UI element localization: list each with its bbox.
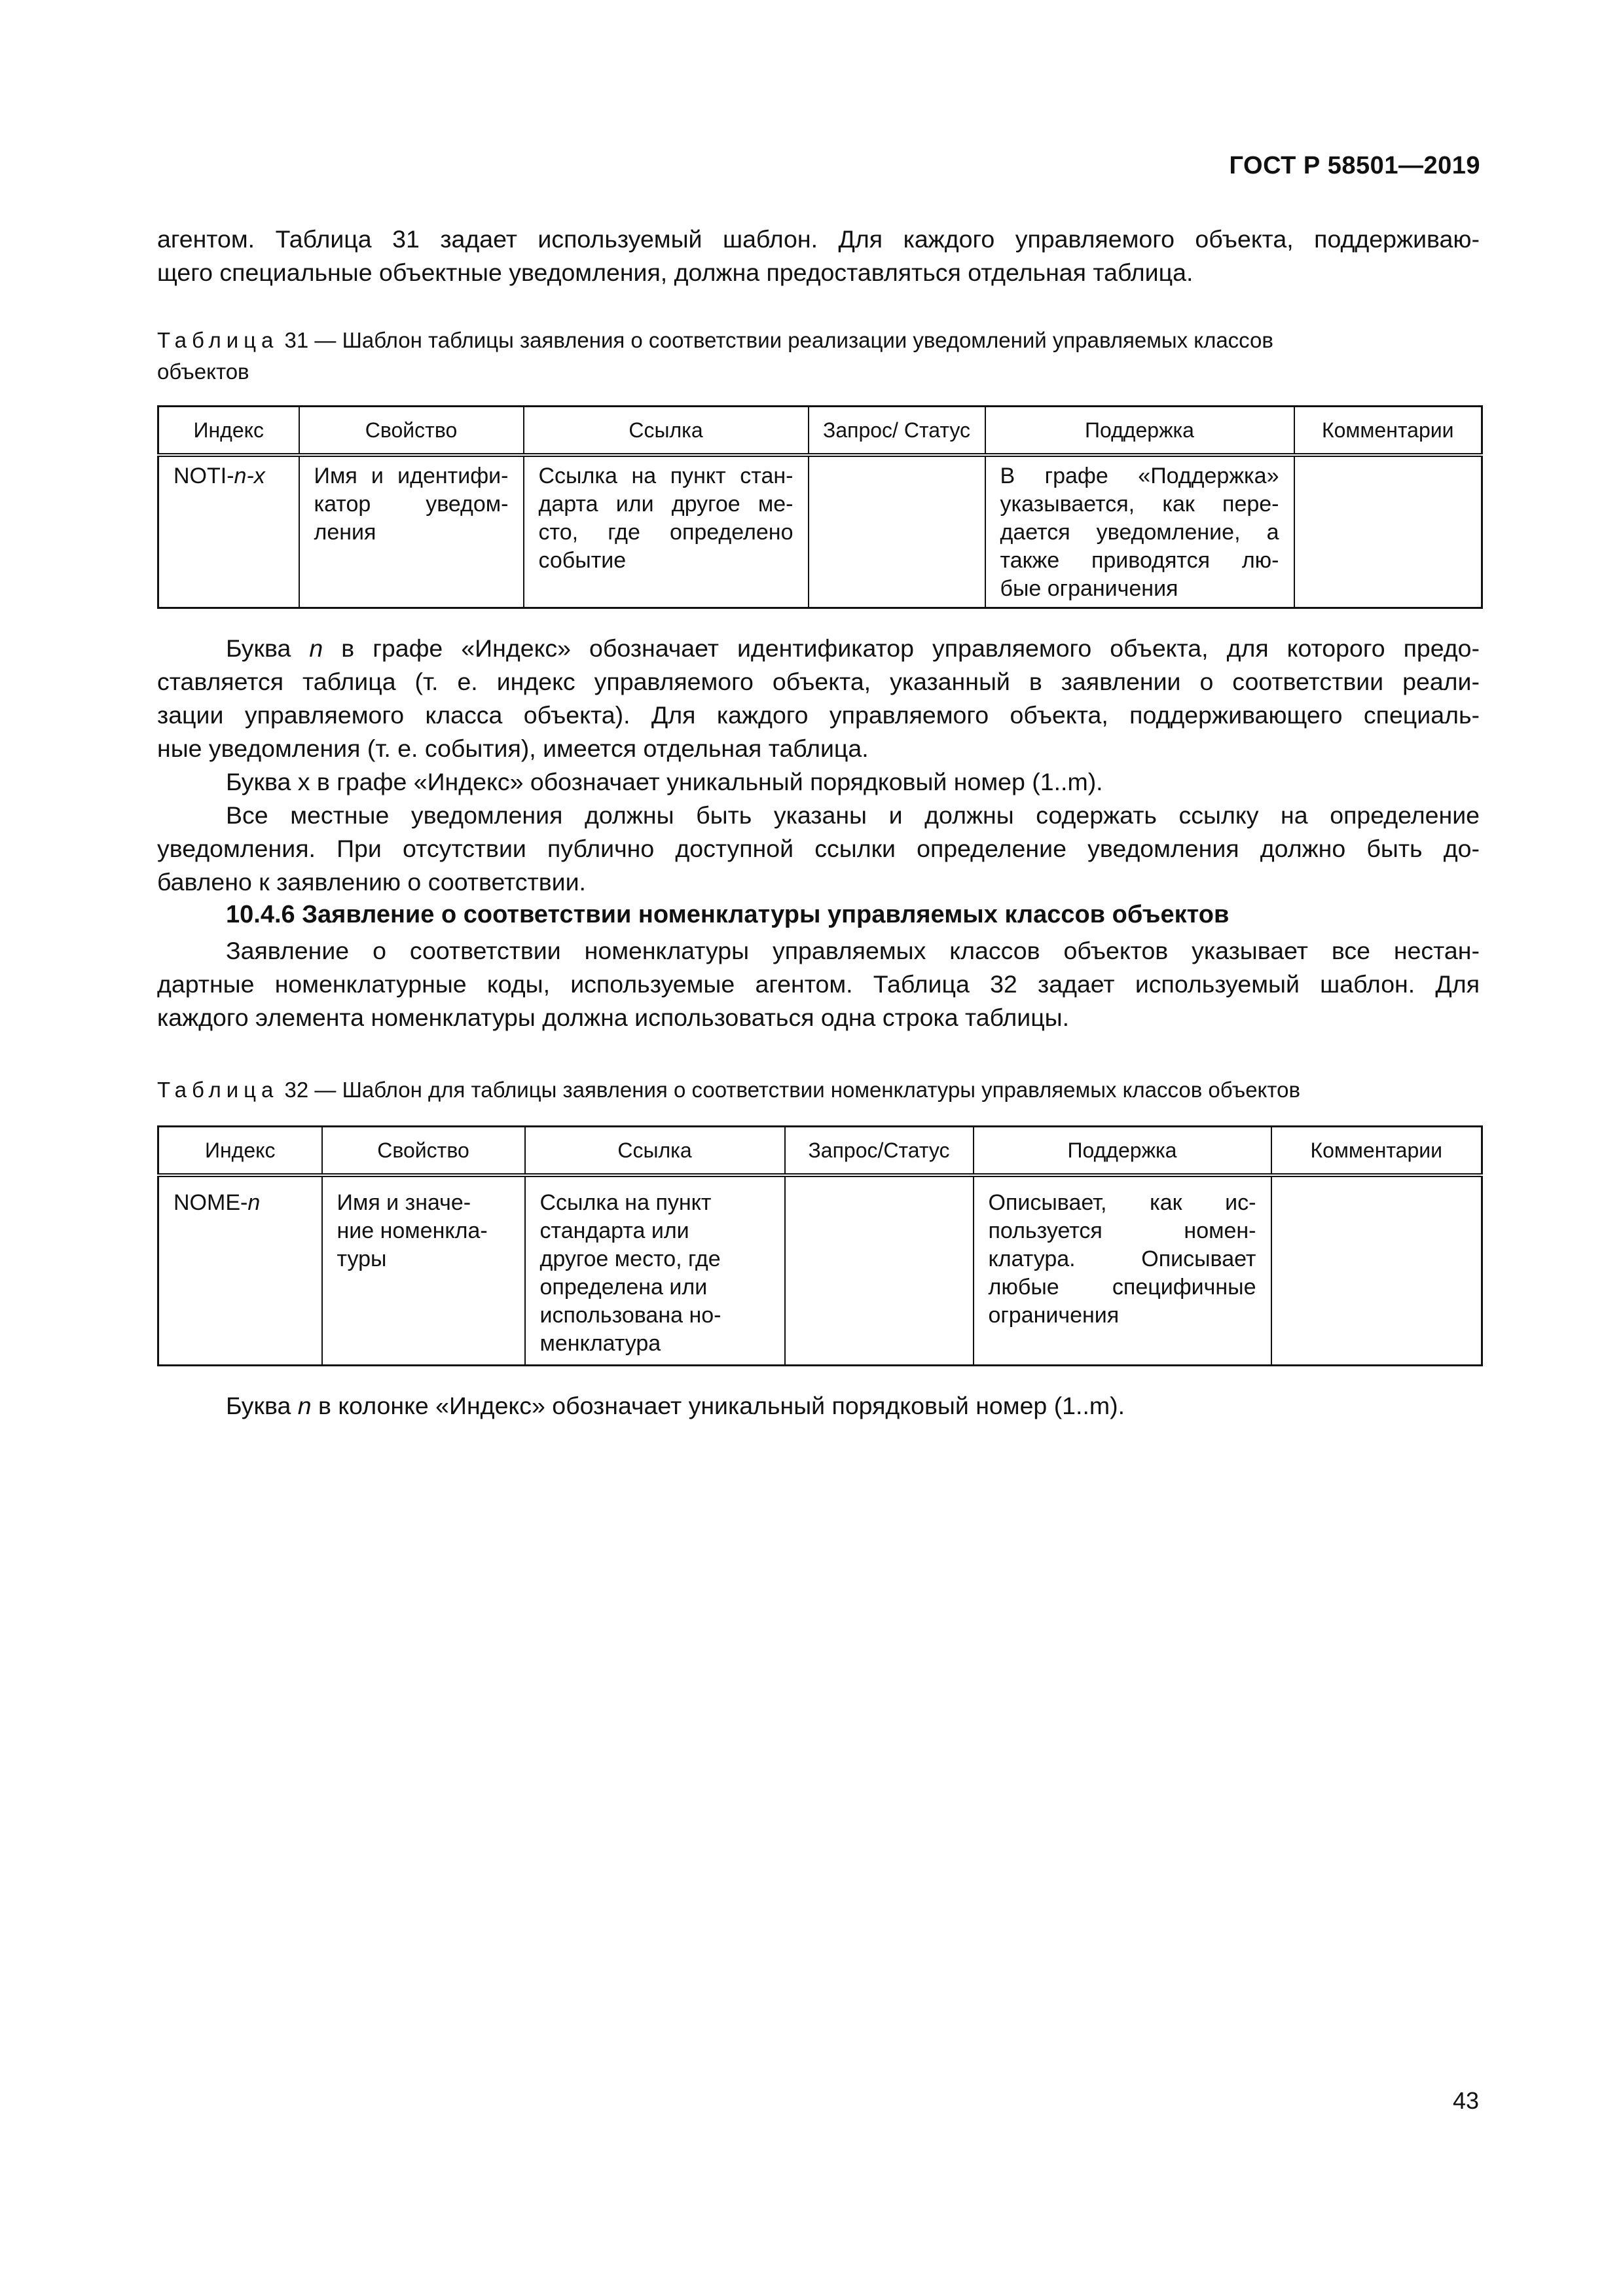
text-line: агентом. Таблица 31 задает используемый шаблон. Для каждого управляемого объекта, поддерживаю-: [157, 225, 1480, 253]
document-code: ГОСТ Р 58501—2019: [1229, 152, 1480, 179]
page-number: 43: [1452, 2087, 1479, 2114]
column-header-reference: Ссылка: [524, 407, 809, 456]
column-header-comments: Комментарии: [1271, 1127, 1482, 1176]
cell-request-status: [785, 1175, 974, 1365]
section-paragraph: [157, 934, 1480, 1034]
cell-request-status: [809, 455, 985, 608]
caption-label: Таблица: [157, 1078, 279, 1102]
table-row: [158, 455, 1482, 608]
cell-index: NOME-n: [158, 1175, 322, 1365]
text-line: Все местные уведомления должны быть указаны и должны содержать ссылку на определение: [226, 801, 1480, 829]
text-line: Буква x в графе «Индекс» обозначает уникальный порядковый номер (1..m).: [226, 768, 1103, 795]
table-32: [157, 1125, 1483, 1366]
text-line: ставляется таблица (т. е. индекс управляемого объекта, указанный в заявлении о соответствии реали-: [157, 668, 1480, 695]
text-line: зации управляемого класса объекта). Для каждого управляемого объекта, поддерживающего специаль-: [157, 701, 1480, 729]
table-row: [158, 1175, 1482, 1365]
text-line: Буква n в колонке «Индекс» обозначает уникальный порядковый номер (1..m).: [226, 1392, 1125, 1419]
column-header-request-status: Запрос/Статус: [785, 1127, 974, 1176]
cell-reference: Ссылка на пункт стандарта или другое место, где определена или использована но- менклатура: [525, 1175, 785, 1365]
cell-property: Имя и значе- ние номенкла- туры: [322, 1175, 525, 1365]
column-header-support: Поддержка: [985, 407, 1294, 456]
cell-property: Имя и идентифи- катор уведом- ления: [299, 455, 524, 608]
cell-support: Описывает, как ис- пользуется номен- клатура. Описывает любые специфичные ограничения: [974, 1175, 1271, 1365]
text-line: щего специальные объектные уведомления, должна предоставляться отдельная таблица.: [157, 259, 1194, 286]
cell-index: NOTI-n-x: [158, 455, 299, 608]
cell-comments: [1294, 455, 1482, 608]
table-header-row: [158, 407, 1482, 456]
column-header-support: Поддержка: [974, 1127, 1271, 1176]
table-header-row: [158, 1127, 1482, 1176]
final-paragraph: [157, 1389, 1480, 1423]
intro-paragraph: [157, 223, 1480, 289]
column-header-index: Индекс: [158, 1127, 322, 1176]
caption-text-continued: объектов: [157, 359, 249, 384]
text-line: ные уведомления (т. е. события), имеется отдельная таблица.: [157, 735, 869, 762]
column-header-property: Свойство: [322, 1127, 525, 1176]
table-32-caption: [157, 1074, 1480, 1106]
caption-text: 31 — Шаблон таблицы заявления о соответствии реализации уведомлений управляемых классов: [278, 328, 1273, 352]
section-heading: 10.4.6 Заявление о соответствии номенклатуры управляемых классов объектов: [226, 901, 1230, 928]
text-line: каждого элемента номенклатуры должна использоваться одна строка таблицы.: [157, 1004, 1070, 1031]
cell-support: В графе «Поддержка» указывается, как пере- дается уведомление, а также приводятся лю- бые ограничения: [985, 455, 1294, 608]
column-header-property: Свойство: [299, 407, 524, 456]
text-line: дартные номенклатурные коды, используемые агентом. Таблица 32 задает используемый шаблон. Для: [157, 970, 1480, 998]
table-31-caption: [157, 325, 1480, 388]
text-line: бавлено к заявлению о соответствии.: [157, 868, 586, 896]
column-header-index: Индекс: [158, 407, 299, 456]
column-header-comments: Комментарии: [1294, 407, 1482, 456]
cell-reference: Ссылка на пункт стан- дарта или другое ме- сто, где определено событие: [524, 455, 809, 608]
table-31: [157, 405, 1483, 609]
text-line: Буква n в графе «Индекс» обозначает идентификатор управляемого объекта, для которого предо-: [226, 634, 1480, 662]
text-line: Заявление о соответствии номенклатуры управляемых классов объектов указывает все нестан-: [226, 937, 1480, 964]
body-paragraph-3: [157, 799, 1480, 899]
caption-label: Таблица: [157, 328, 279, 352]
body-paragraph-1: [157, 632, 1480, 765]
column-header-reference: Ссылка: [525, 1127, 785, 1176]
text-line: уведомления. При отсутствии публично доступной ссылки определение уведомления должно быть до-: [157, 835, 1480, 862]
cell-comments: [1271, 1175, 1482, 1365]
column-header-request-status: Запрос/ Статус: [809, 407, 985, 456]
caption-text: 32 — Шаблон для таблицы заявления о соответствии номенклатуры управляемых классов объектов: [278, 1078, 1300, 1102]
body-paragraph-2: [157, 765, 1480, 799]
